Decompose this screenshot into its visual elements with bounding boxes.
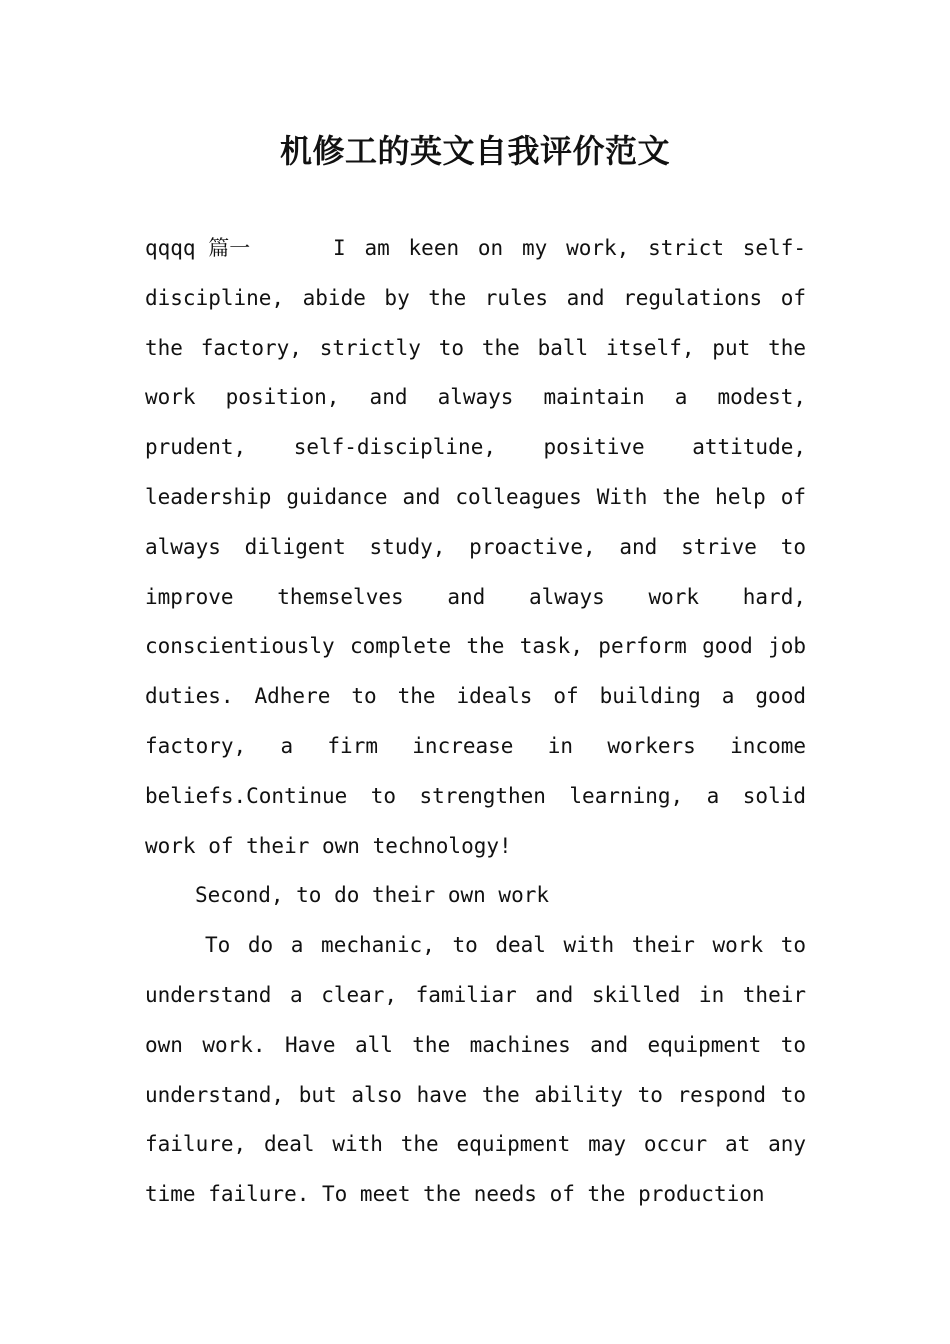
paragraph-1-text: I am keen on my work, strict self-discipline, abide by the rules and regulations of the factory, strictly to the ball itself, put the work position, and always maintain a modest, prudent, self-discipline, positive attitude, leadership guidance and colleagues With the help of always diligent study, proactive, and strive to improve themselves and always work hard, conscientiously complete the task, perform good job duties. Adhere to the ideals of building a good factory, a firm increase in workers income beliefs.Continue to strengthen learning, a solid work of their own technology!: [145, 236, 806, 858]
paragraph-1: [145, 224, 806, 871]
section-tag: qqqq 篇一: [145, 236, 251, 260]
paragraph-2: [145, 921, 806, 1220]
document-body: [145, 224, 806, 1220]
section-heading: Second, to do their own work: [195, 883, 550, 908]
document-title: 机修工的英文自我评价范文: [279, 132, 670, 170]
paragraph-2-text: To do a mechanic, to deal with their work to understand a clear, familiar and skilled in their own work. Have all the machines and equipment to understand, but also have the ability to respond to failure, deal with the equipment may occur at any time failure. To meet the needs of the production: [145, 933, 806, 1207]
